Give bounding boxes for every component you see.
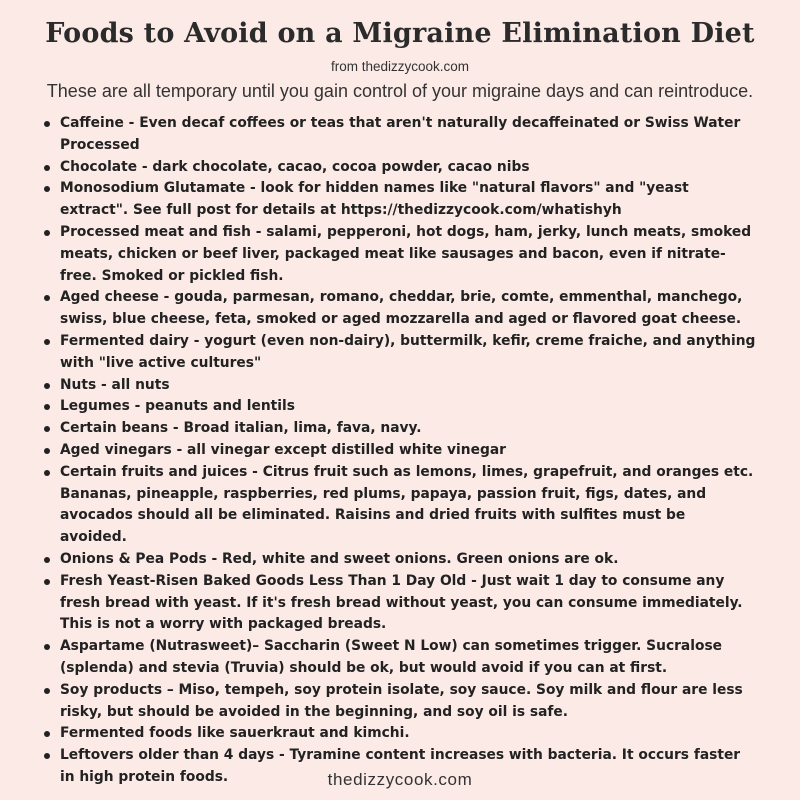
list-item-processed-meat: Processed meat and fish - salami, pepperoni, hot dogs, ham, jerky, lunch meats, smoked meats, chicken or beef liver, packaged meat like sausages and bacon, even if nitrate-free. Smoked or pickled fish. (36, 222, 756, 287)
list-item-certain-beans: Certain beans - Broad italian, lima, fava, navy. (36, 418, 756, 440)
list-item-fresh-baked-goods: Fresh Yeast-Risen Baked Goods Less Than 1 Day Old - Just wait 1 day to consume any fresh bread with yeast. If it's fresh bread without yeast, you can consume immediately. This is not a worry with packaged breads. (36, 571, 756, 636)
source-credit: from thedizzycook.com (330, 59, 470, 74)
subtitle: These are all temporary until you gain control of your migraine days and can reintroduce. (46, 81, 754, 101)
list-item-soy-products: Soy products – Miso, tempeh, soy protein isolate, soy sauce. Soy milk and flour are less risky, but should be avoided in the beginning, and soy oil is safe. (36, 680, 756, 724)
list-item-fermented-dairy: Fermented dairy - yogurt (even non-dairy), buttermilk, kefir, creme fraiche, and anything with "live active cultures" (36, 331, 756, 375)
list-item-fruits-juices: Certain fruits and juices - Citrus fruit such as lemons, limes, grapefruit, and oranges etc. Bananas, pineapple, raspberries, red plums, papaya, passion fruit, figs, dates, and avocados should all be eliminated. Raisins and dried fruits with sulfites must be avoided. (36, 462, 756, 549)
list-item-leftovers: Leftovers older than 4 days - Tyramine content increases with bacteria. It occurs faster in high protein foods. (36, 745, 756, 789)
page-title: Foods to Avoid on a Migraine Elimination Diet (45, 18, 755, 49)
list-item-legumes: Legumes - peanuts and lentils (36, 396, 756, 418)
list-item-fermented-foods: Fermented foods like sauerkraut and kimchi. (36, 723, 756, 745)
list-item-onions-pea-pods: Onions & Pea Pods - Red, white and sweet onions. Green onions are ok. (36, 549, 756, 571)
list-item-artificial-sweeteners: Aspartame (Nutrasweet)– Saccharin (Sweet N Low) can sometimes trigger. Sucralose (splenda) and stevia (Truvia) should be ok, but would avoid if you can at first. (36, 636, 756, 680)
list-item-nuts: Nuts - all nuts (36, 375, 756, 397)
list-item-msg: Monosodium Glutamate - look for hidden names like "natural flavors" and "yeast extract". See full post for details at https://thedizzycook.com/whatishyh (36, 178, 756, 222)
list-item-aged-vinegars: Aged vinegars - all vinegar except distilled white vinegar (36, 440, 756, 462)
list-item-caffeine: Caffeine - Even decaf coffees or teas that aren't naturally decaffeinated or Swiss Water Processed (36, 113, 756, 157)
list-item-aged-cheese: Aged cheese - gouda, parmesan, romano, cheddar, brie, comte, emmenthal, manchego, swiss, blue cheese, feta, smoked or aged mozzarella and aged or flavored goat cheese. (36, 287, 756, 331)
list-item-chocolate: Chocolate - dark chocolate, cacao, cocoa powder, cacao nibs (36, 157, 756, 179)
footer-site: thedizzycook.com (327, 770, 473, 789)
foods-list (36, 113, 756, 789)
